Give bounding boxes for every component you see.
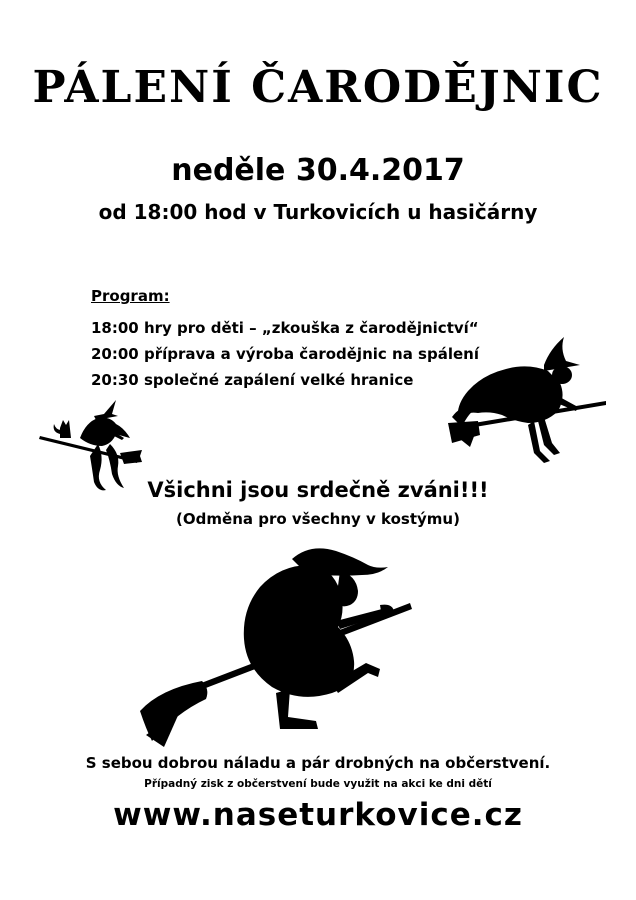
profit-note: Případný zisk z občerstvení bude využit na akci ke dni dětí bbox=[144, 778, 492, 790]
event-time-place: od 18:00 hod v Turkovicích u hasičárny bbox=[98, 200, 538, 224]
program-heading: Program: bbox=[91, 287, 170, 305]
witch-on-broom-right-icon bbox=[448, 335, 606, 467]
program-item: 20:30 společné zapálení velké hranice bbox=[91, 371, 414, 389]
website-link[interactable]: www.naseturkovice.cz bbox=[113, 797, 523, 833]
program-list bbox=[91, 315, 479, 393]
large-witch-on-broom-icon bbox=[140, 543, 412, 748]
event-date: neděle 30.4.2017 bbox=[171, 153, 465, 188]
reward-note: (Odměna pro všechny v kostýmu) bbox=[176, 510, 460, 528]
poster-title: PÁLENÍ ČARODĚJNIC bbox=[32, 62, 604, 113]
bring-along-note: S sebou dobrou náladu a pár drobných na občerstvení. bbox=[85, 754, 551, 772]
program-item: 18:00 hry pro děti – „zkouška z čarodějnictví“ bbox=[91, 319, 479, 337]
program-item: 20:00 příprava a výroba čarodějnic na spálení bbox=[91, 345, 479, 363]
invitation-text: Všichni jsou srdečně zváni!!! bbox=[147, 478, 489, 502]
